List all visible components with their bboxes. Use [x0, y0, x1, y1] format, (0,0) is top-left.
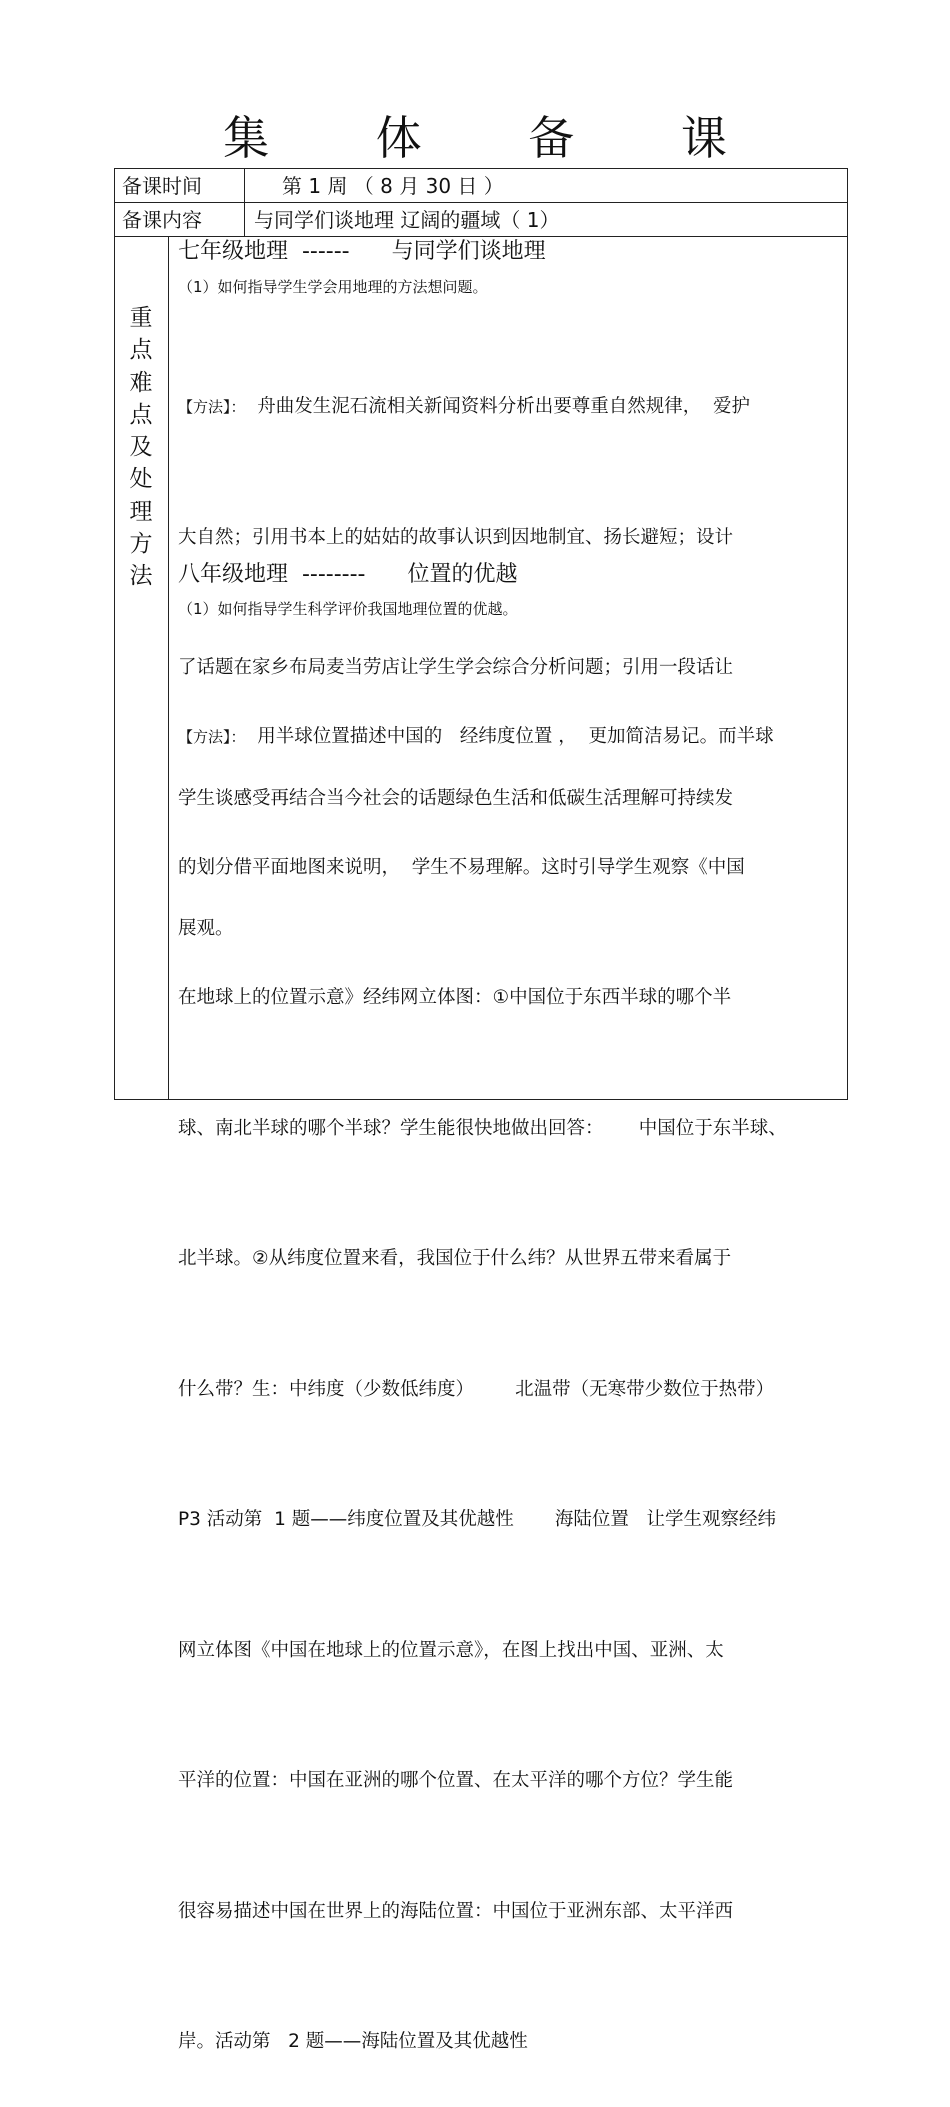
paragraph-line: P3 活动第 1 题——纬度位置及其优越性 海陆位置 让学生观察经纬 [178, 1509, 777, 1530]
page-title: 集 体 备 课 [223, 111, 773, 165]
paragraph-line: 很容易描述中国在世界上的海陆位置：中国位于亚洲东部、太平洋西 [178, 1900, 734, 1922]
row-divider [114, 202, 848, 203]
method-tag: 【方法】： [178, 398, 246, 416]
method-tag: 【方法】： [178, 728, 246, 746]
paragraph-line: 什么带？生：中纬度（少数低纬度） 北温带（无寒带少数位于热带） [178, 1378, 775, 1400]
paragraph-line: 北半球。②从纬度位置来看，我国位于什么纬？从世界五带来看属于 [178, 1248, 732, 1269]
paragraph-line: 【方法】： 舟曲发生泥石流相关新闻资料分析出要尊重自然规律， 爱护 [178, 396, 751, 417]
key-points-label: 重点难点及处理方法 [129, 305, 153, 590]
section-question-grade8: （1）如何指导学生科学评价我国地理位置的优越。 [178, 600, 518, 618]
prep-time-value: 第 1 周 （ 8 月 30 日 ） [282, 174, 504, 198]
paragraph-line: 平洋的位置：中国在亚洲的哪个位置、在太平洋的哪个方位？学生能 [178, 1770, 734, 1791]
prep-content-value: 与同学们谈地理 辽阔的疆域（ 1） [254, 208, 560, 232]
paragraph-line: 在地球上的位置示意》经纬网立体图：①中国位于东西半球的哪个半 [178, 987, 732, 1008]
section-heading-grade8: 八年级地理 -------- 位置的优越 [178, 562, 518, 587]
prep-time-label: 备课时间 [122, 174, 202, 198]
paragraph-line: 大自然；引用书本上的姑姑的故事认识到因地制宜、扬长避短；设计 [178, 526, 734, 548]
section-question-grade7: （1）如何指导学生学会用地理的方法想问题。 [178, 278, 488, 296]
paragraph-line: 岸。活动第 2 题——海陆位置及其优越性 [178, 2031, 528, 2052]
paragraph-line: 网立体图《中国在地球上的位置示意》，在图上找出中国、亚洲、太 [178, 1639, 724, 1661]
paragraph-line: 展观。 [178, 918, 234, 939]
paragraph-line: 球、南北半球的哪个半球？学生能很快地做出回答： 中国位于东半球、 [178, 1117, 787, 1139]
column-divider [244, 168, 245, 236]
prep-content-label: 备课内容 [122, 208, 202, 232]
paragraph-line: 了话题在家乡布局麦当劳店让学生学会综合分析问题；引用一段话让 [178, 657, 734, 678]
column-divider [168, 236, 169, 1100]
paragraph-line: 【方法】： 用半球位置描述中国的 经纬度位置 ， 更加简洁易记。而半球 [178, 726, 774, 747]
paragraph-line: 的划分借平面地图来说明， 学生不易理解。这时引导学生观察《中国 [178, 856, 745, 878]
section-heading-grade7: 七年级地理 ------ 与同学们谈地理 [178, 239, 546, 264]
paragraph-line: 学生谈感受再结合当今社会的话题绿色生活和低碳生活理解可持续发 [178, 787, 734, 809]
method-paragraph-grade8 [178, 628, 787, 2107]
